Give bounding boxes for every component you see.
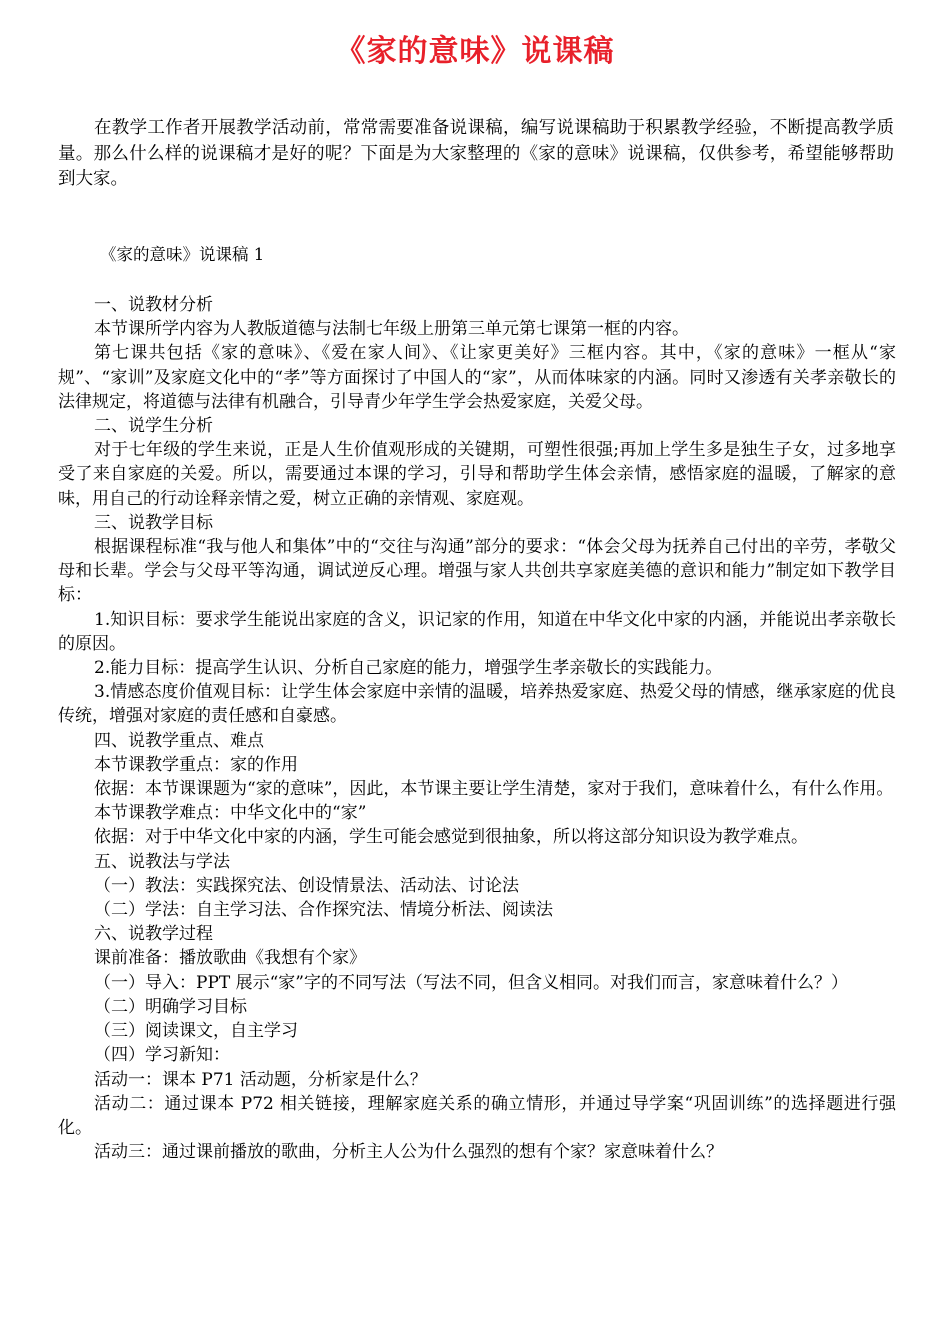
paragraph: 3.情感态度价值观目标：让学生体会家庭中亲情的温暖，培养热爱家庭、热爱父母的情感，继承家庭的优良传统，增强对家庭的责任感和自豪感。 — [58, 682, 896, 727]
paragraph: 2.能力目标：提高学生认识、分析自己家庭的能力，增强学生孝亲敬长的实践能力。 — [94, 658, 723, 679]
paragraph: 第七课共包括《家的意味》、《爱在家人间》、《让家更美好》三框内容。其中，《家的意味》一框从“家规”、“家训”及家庭文化中的“孝”等方面探讨了中国人的“家”，从而体味家的内涵。同时又渗透有关孝亲敬长的法律规定，将道德与法律有机融合，引导青少年学生学会热爱家庭，关爱父母。 — [58, 343, 896, 412]
paragraph: 活动三：通过课前播放的歌曲，分析主人公为什么强烈的想有个家？家意味着什么？ — [94, 1142, 723, 1163]
section-subtitle: 《家的意味》说课稿 1 — [100, 245, 265, 264]
paragraph: 四、说教学重点、难点 — [94, 730, 264, 751]
paragraph: 二、说学生分析 — [94, 416, 213, 437]
paragraph: 根据课程标准“我与他人和集体”中的“交往与沟通”部分的要求：“体会父母为抚养自己付出的辛劳，孝敬父母和长辈。学会与父母平等沟通，调试逆反心理。增强与家人共创共享家庭美德的意识和能力”制定如下教学目标： — [58, 537, 896, 606]
paragraph: （四）学习新知： — [94, 1045, 230, 1066]
paragraph: （一）教法：实践探究法、创设情景法、活动法、讨论法 — [94, 875, 519, 896]
paragraph: （三）阅读课文，自主学习 — [94, 1021, 298, 1042]
paragraph: （一）导入：PPT 展示“家”字的不同写法（写法不同，但含义相同。对我们而言，家意味着什么？） — [94, 972, 848, 993]
document-body — [58, 293, 896, 1164]
paragraph: 六、说教学过程 — [94, 924, 213, 945]
document-title: 《家的意味》说课稿 — [335, 34, 615, 69]
paragraph: 活动一：课本 P71 活动题，分析家是什么？ — [94, 1069, 427, 1090]
paragraph: 1.知识目标：要求学生能说出家庭的含义，识记家的作用，知道在中华文化中家的内涵，并能说出孝亲敬长的原因。 — [58, 609, 896, 654]
paragraph: 一、说教材分析 — [94, 295, 213, 315]
paragraph: 课前准备：播放歌曲《我想有个家》 — [94, 948, 366, 969]
paragraph: 依据：对于中华文化中家的内涵，学生可能会感觉到很抽象，所以将这部分知识设为教学难点。 — [94, 827, 808, 848]
paragraph: 本节课教学难点：中华文化中的“家” — [94, 803, 367, 824]
paragraph: 三、说教学目标 — [94, 512, 213, 533]
paragraph: 本节课所学内容为人教版道德与法制七年级上册第三单元第七课第一框的内容。 — [94, 319, 689, 340]
paragraph: 依据：本节课课题为“家的意味”，因此，本节课主要让学生清楚，家对于我们，意味着什么，有什么作用。 — [94, 779, 894, 800]
intro-paragraph: 在教学工作者开展教学活动前，常常需要准备说课稿，编写说课稿助于积累教学经验，不断提高教学质量。那么什么样的说课稿才是好的呢？下面是为大家整理的《家的意味》说课稿，仅供参考，希望能够帮助到大家。 — [58, 118, 894, 189]
paragraph: （二）学法：自主学习法、合作探究法、情境分析法、阅读法 — [94, 900, 553, 921]
paragraph: 本节课教学重点：家的作用 — [94, 754, 298, 775]
paragraph: （二）明确学习目标 — [94, 996, 247, 1017]
paragraph: 对于七年级的学生来说，正是人生价值观形成的关键期，可塑性很强;再加上学生多是独生子女，过多地享受了来自家庭的关爱。所以，需要通过本课的学习，引导和帮助学生体会亲情，感悟家庭的温暖，了解家的意味，用自己的行动诠释亲情之爱，树立正确的亲情观、家庭观。 — [58, 440, 896, 509]
paragraph: 五、说教法与学法 — [94, 851, 230, 872]
paragraph: 活动二：通过课本 P72 相关链接，理解家庭关系的确立情形，并通过导学案“巩固训练”的选择题进行强化。 — [58, 1093, 896, 1138]
